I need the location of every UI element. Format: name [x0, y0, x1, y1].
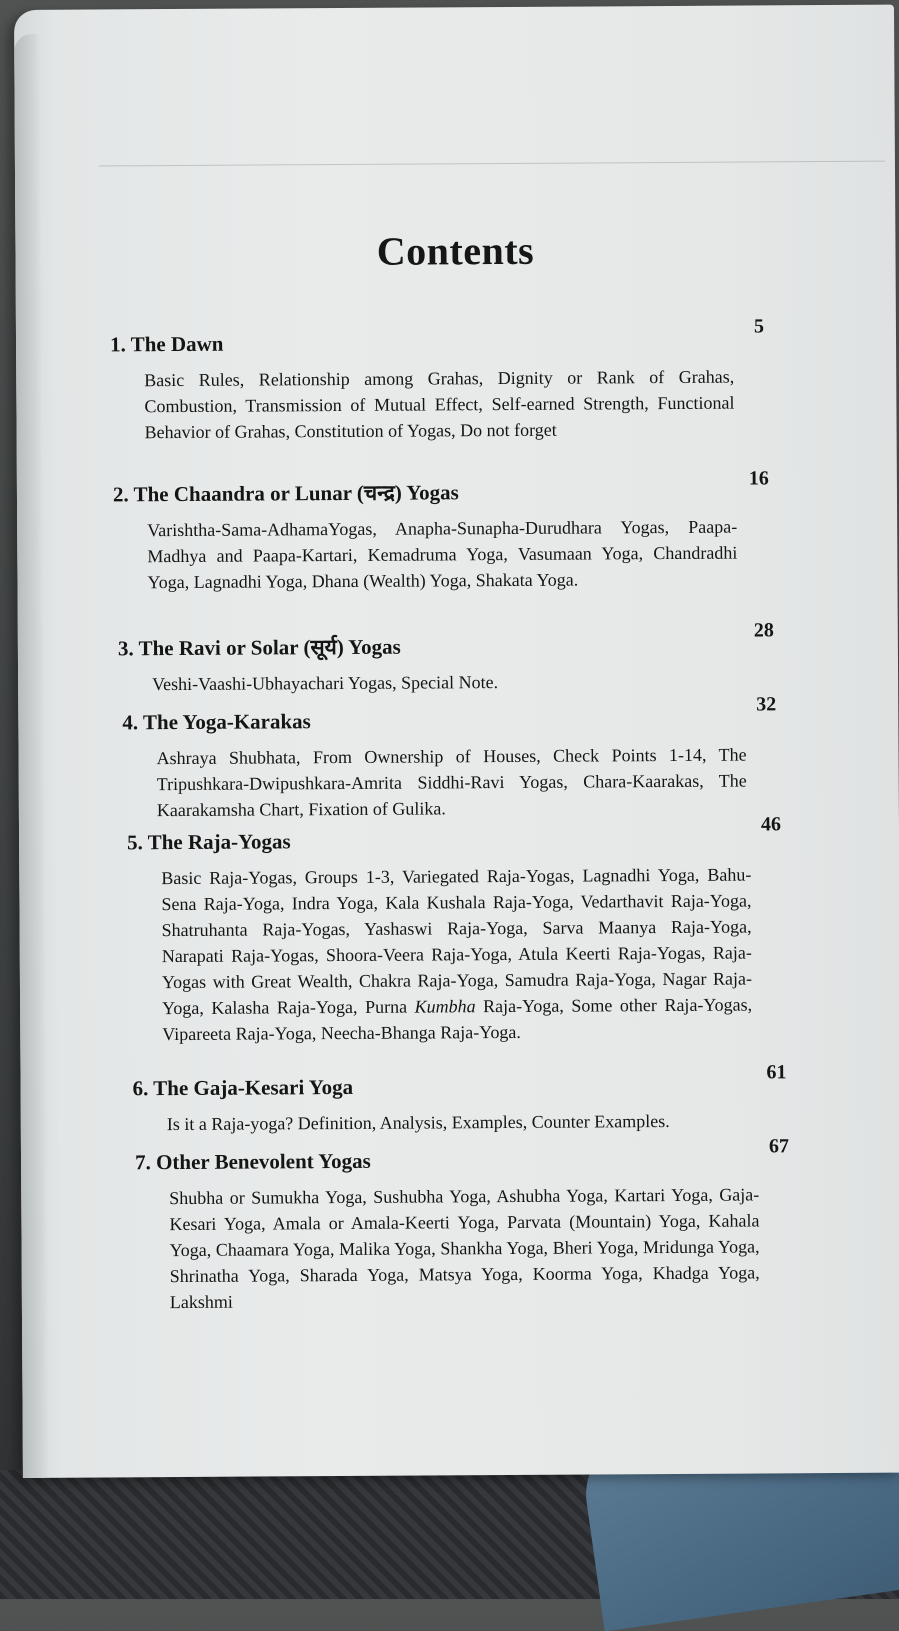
toc-entry-page-number: 5 — [753, 315, 765, 338]
toc-entry-description: Varishtha-Sama-AdhamaYogas, Anapha-Sunapha-Durudhara Yogas, Paapa-Madhya and Paapa-Kartari, Kemadruma Yoga, Vasumaan Yoga, Chandradhi Yoga, Lagnadhi Yoga, Dhana (Wealth) Yoga, Shakata Yoga. — [147, 516, 738, 593]
toc-entry-heading: 3. The Ravi or Solar (सूर्य) Yogas — [117, 634, 401, 661]
toc-entry-description: Shubha or Sumukha Yoga, Sushubha Yoga, Ashubha Yoga, Kartari Yoga, Gaja-Kesari Yoga, Amala or Amala-Keerti Yoga, Parvata (Mountain) Yoga, Kahala Yoga, Chaamara Yoga, Malika Yoga, Shankha Yoga, Bheri Yoga, Mridunga Yoga, Shrinatha Yoga, Sharada Yoga, Matsya Yoga, Koorma Yoga, Khadga Yoga, Lakshmi — [169, 1184, 760, 1313]
toc-entry-page-number: 46 — [760, 813, 782, 836]
toc-entry-page-number: 16 — [748, 467, 769, 490]
toc-entry-description: Ashraya Shubhata, From Ownership of Houses, Check Points 1-14, The Tripushkara-Dwipushkara-Amrita Siddhi-Ravi Yogas, Chara-Kaarakas, The Kaarakamsha Chart, Fixation of Gulika. — [156, 744, 747, 821]
toc-entry-2 — [113, 478, 738, 596]
toc-entry-heading: 1. The Dawn — [109, 331, 224, 357]
toc-entry-description — [161, 862, 752, 1048]
toc-entry-description: Is it a Raja-yoga? Definition, Analysis, Examples, Counter Examples. — [166, 1111, 670, 1135]
toc-entry-page-number: 67 — [768, 1135, 790, 1158]
toc-entry-description-italic: Kumbha — [414, 996, 476, 1017]
toc-entry-page-number: 61 — [766, 1061, 787, 1084]
toc-entry-1 — [110, 328, 735, 446]
toc-entry-4 — [122, 706, 747, 824]
toc-entry-heading: 5. The Raja-Yogas — [127, 829, 291, 855]
toc-entry-heading: 4. The Yoga-Karakas — [122, 709, 311, 735]
toc-entry-heading: 6. The Gaja-Kesari Yoga — [132, 1074, 354, 1101]
toc-entry-description: Basic Rules, Relationship among Grahas, Dignity or Rank of Grahas, Combustion, Transmission of Mutual Effect, Self-earned Strength, Functional Behavior of Grahas, Constitution of Yogas, Do not forget — [144, 366, 735, 443]
toc-entry-3 — [118, 632, 742, 698]
toc-entry-7 — [135, 1145, 760, 1315]
toc-entry-page-number: 28 — [753, 619, 774, 642]
toc-entry-heading: 2. The Chaandra or Lunar (चन्द्र) Yogas — [112, 480, 459, 507]
toc-entry-description-part: Basic Raja-Yogas, Groups 1-3, Variegated Raja-Yogas, Lagnadhi Yoga, Bahu-Sena Raja-Yoga, Indra Yoga, Kala Kushala Raja-Yoga, Vedarthavit Raja-Yoga, Shatruhanta Raja-Yogas, Yashaswi Raja-Yoga, Sarva Maanya Raja-Yoga, Narapati Raja-Yogas, Shoora-Veera Raja-Yoga, Atula Keerti Raja-Yogas, Raja-Yogas with Great Wealth, Chakra Raja-Yoga, Samudra Raja-Yoga, Nagar Raja-Yoga, Kalasha Raja-Yoga, Purna — [161, 864, 752, 1019]
book-page — [14, 5, 899, 1478]
toc-entry-description: Veshi-Vaashi-Ubhayachari Yogas, Special Note. — [152, 672, 499, 695]
toc-entry-5 — [127, 826, 752, 1048]
toc-entry-page-number: 32 — [756, 693, 777, 716]
page-title: Contents — [376, 227, 535, 274]
header-rule — [99, 161, 885, 167]
toc-entry-6 — [133, 1071, 757, 1137]
toc-entry-description-part: Raja-Yoga, Some other Raja-Yogas, Vipareeta Raja-Yoga, Neecha-Bhanga Raja-Yoga. — [162, 994, 753, 1045]
toc-entry-heading: 7. Other Benevolent Yogas — [134, 1148, 371, 1175]
